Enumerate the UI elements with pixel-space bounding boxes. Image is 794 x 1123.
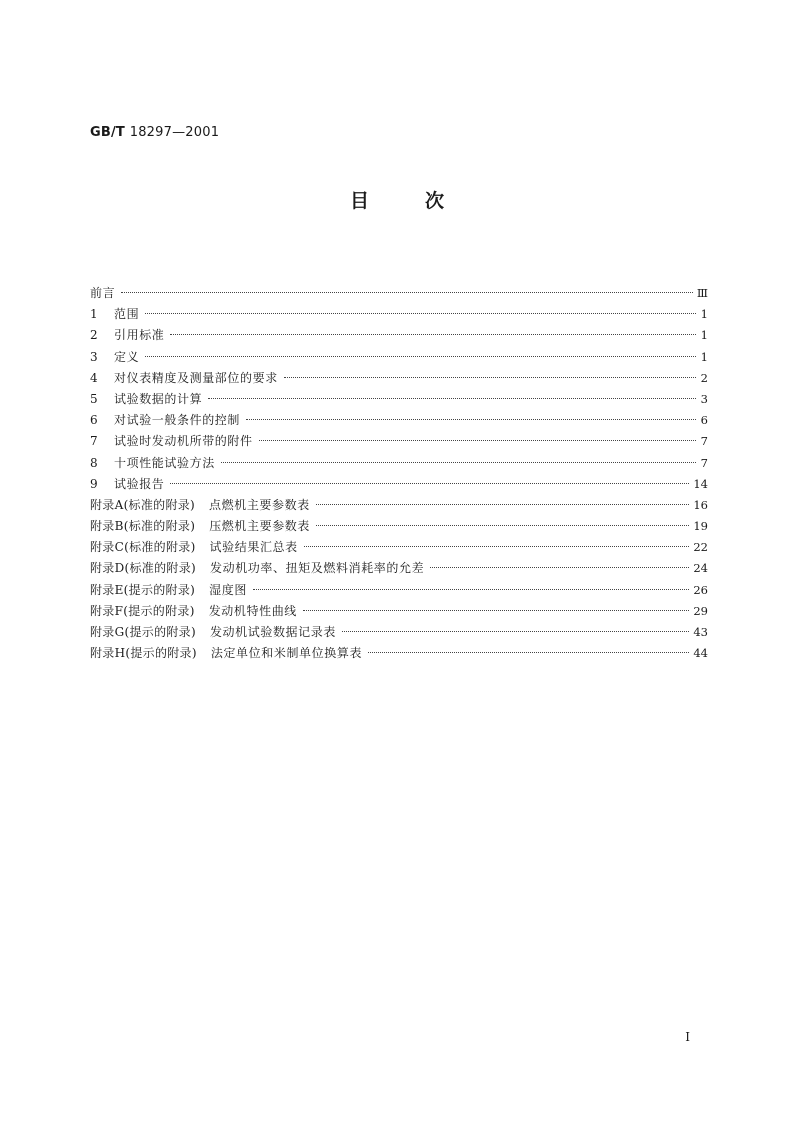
- appendix-kind: 附录F(提示的附录): [90, 603, 195, 618]
- toc-entry-page: 24: [693, 561, 708, 576]
- toc-entry-number: 8: [90, 455, 98, 470]
- toc-entry-page: 26: [693, 582, 708, 597]
- toc-entry-title: 引用标准: [114, 328, 165, 343]
- toc-appendix-c[interactable]: [90, 537, 708, 558]
- toc-appendix-a[interactable]: [90, 495, 708, 516]
- appendix-title: 发动机试验数据记录表: [209, 625, 336, 639]
- standard-year: 18297—2001: [129, 125, 220, 140]
- toc-entry-number: 5: [90, 391, 98, 406]
- toc-leader-dots: [145, 313, 696, 314]
- standard-number: [90, 125, 219, 140]
- toc-entry-page: 1: [700, 349, 708, 364]
- toc-entry-1[interactable]: [90, 304, 708, 325]
- toc-leader-dots: [304, 546, 690, 547]
- toc-entry-8[interactable]: [90, 453, 708, 474]
- appendix-title: 发动机特性曲线: [208, 603, 297, 618]
- appendix-kind: 附录H(提示的附录): [90, 646, 197, 661]
- table-of-contents: [90, 283, 708, 664]
- toc-entry-7[interactable]: [90, 431, 708, 452]
- toc-appendix-e[interactable]: [90, 580, 708, 601]
- toc-appendix-b[interactable]: [90, 516, 708, 537]
- toc-entry-title: 试验数据的计算: [114, 391, 203, 406]
- toc-appendix-d[interactable]: [90, 558, 708, 579]
- toc-leader-dots: [145, 356, 696, 357]
- toc-entry-2[interactable]: [90, 325, 708, 346]
- toc-entry-page: 7: [700, 434, 708, 449]
- toc-leader-dots: [316, 525, 689, 526]
- toc-entry-foreword[interactable]: [90, 283, 708, 304]
- toc-leader-dots: [246, 419, 696, 420]
- toc-leader-dots: [221, 462, 696, 463]
- toc-entry-title: 定义: [114, 349, 140, 364]
- toc-leader-dots: [368, 652, 689, 653]
- toc-entry-page: 6: [700, 413, 708, 428]
- page-number: I: [685, 1030, 690, 1044]
- toc-entry-number: 6: [90, 413, 98, 428]
- toc-leader-dots: [170, 483, 689, 484]
- appendix-kind: 附录E(提示的附录): [90, 582, 196, 597]
- toc-leader-dots: [253, 589, 689, 590]
- toc-entry-title: 范围: [114, 307, 140, 322]
- appendix-title: 点燃机主要参数表: [209, 497, 310, 512]
- standard-code: GB/T: [90, 125, 125, 140]
- toc-entry-title: 对仪表精度及测量部位的要求: [114, 370, 278, 385]
- toc-entry-9[interactable]: [90, 474, 708, 495]
- toc-entry-number: 2: [90, 328, 98, 343]
- toc-entry-page: 22: [693, 540, 708, 555]
- toc-leader-dots: [342, 631, 689, 632]
- toc-entry-3[interactable]: [90, 347, 708, 368]
- toc-entry-number: 9: [90, 476, 98, 491]
- toc-entry-page: 19: [693, 519, 708, 534]
- toc-entry-number: 3: [90, 349, 98, 364]
- appendix-kind: 附录G(提示的附录): [90, 625, 196, 639]
- toc-leader-dots: [316, 504, 690, 505]
- toc-leader-dots: [208, 398, 696, 399]
- appendix-title: 发动机功率、扭矩及燃料消耗率的允差: [210, 561, 425, 576]
- toc-leader-dots: [170, 334, 696, 335]
- appendix-kind: 附录C(标准的附录): [90, 540, 196, 555]
- toc-entry-page: 2: [700, 370, 708, 385]
- toc-entry-page: 29: [693, 603, 708, 618]
- toc-entry-page: 14: [693, 476, 708, 491]
- toc-leader-dots: [303, 610, 689, 611]
- toc-entry-page: Ⅲ: [696, 286, 708, 300]
- toc-entry-4[interactable]: [90, 368, 708, 389]
- appendix-title: 法定单位和米制单位换算表: [210, 646, 363, 661]
- toc-entry-page: 3: [700, 391, 708, 406]
- toc-appendix-f[interactable]: [90, 601, 708, 622]
- appendix-title: 湿度图: [209, 582, 247, 597]
- toc-appendix-h[interactable]: [90, 643, 708, 664]
- appendix-title: 试验结果汇总表: [209, 540, 298, 555]
- toc-entry-page: 1: [700, 328, 708, 343]
- toc-entry-page: 1: [700, 307, 708, 322]
- appendix-title: 压燃机主要参数表: [209, 519, 310, 534]
- toc-entry-title: 十项性能试验方法: [114, 455, 215, 470]
- page-title: 目次: [349, 190, 500, 212]
- toc-entry-number: 7: [90, 434, 98, 449]
- toc-entry-page: 44: [693, 646, 708, 661]
- toc-entry-page: 43: [693, 625, 708, 639]
- toc-entry-title: 对试验一般条件的控制: [114, 413, 241, 428]
- toc-entry-number: 1: [90, 307, 98, 322]
- toc-leader-dots: [430, 567, 689, 568]
- toc-entry-6[interactable]: [90, 410, 708, 431]
- appendix-kind: 附录B(标准的附录): [90, 519, 196, 534]
- appendix-kind: 附录A(标准的附录): [90, 497, 196, 512]
- toc-leader-dots: [121, 292, 693, 293]
- toc-appendix-g[interactable]: [90, 622, 708, 643]
- toc-entry-5[interactable]: [90, 389, 708, 410]
- toc-entry-page: 7: [700, 455, 708, 470]
- toc-entry-page: 16: [693, 497, 708, 512]
- toc-leader-dots: [259, 440, 696, 441]
- toc-entry-number: 4: [90, 370, 98, 385]
- toc-entry-title: 前言: [90, 286, 116, 300]
- appendix-kind: 附录D(标准的附录): [90, 561, 196, 576]
- toc-leader-dots: [284, 377, 696, 378]
- toc-entry-title: 试验报告: [114, 476, 165, 491]
- toc-entry-title: 试验时发动机所带的附件: [114, 434, 253, 449]
